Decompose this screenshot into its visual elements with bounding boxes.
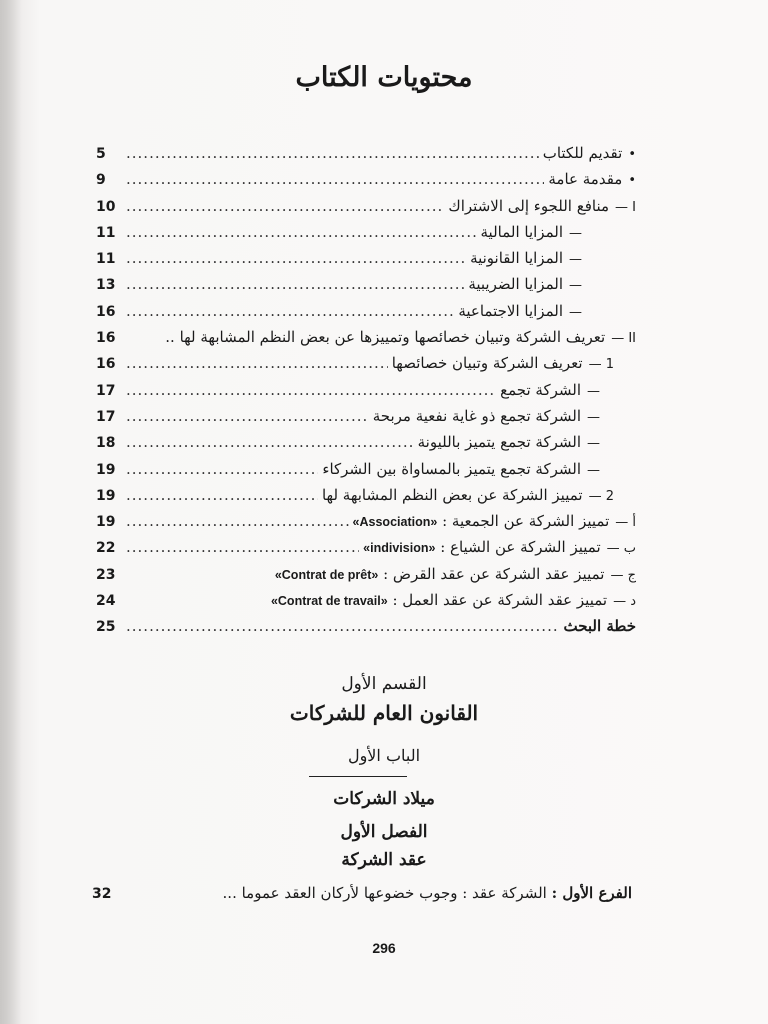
- toc-entry-label: تمييز الشركة عن الجمعية :: [442, 512, 610, 531]
- dot-leader: [126, 249, 466, 267]
- toc-entry: [96, 302, 636, 328]
- french-term: «Contrat de travail»: [270, 594, 388, 609]
- toc-entry-label: الشركة تجمع: [500, 380, 581, 399]
- toc-entry-label: تمييز عقد الشركة عن عقد القرض :: [383, 564, 605, 583]
- toc-page-number: 11: [96, 251, 116, 268]
- dash-marker: —: [587, 383, 600, 399]
- toc-entry: [96, 197, 636, 223]
- book-title: ميلاد الشركات: [333, 789, 435, 809]
- toc-entry-label: تقديم للكتاب: [542, 144, 623, 162]
- toc-entry: [96, 354, 636, 380]
- toc-entry-label: تعريف الشركة وتبيان خصائصها: [391, 354, 583, 373]
- bullet-marker: •: [628, 147, 636, 162]
- toc-entry: [96, 460, 636, 486]
- section-marker: II —: [611, 331, 636, 347]
- part-title: القانون العام للشركات: [289, 701, 479, 725]
- dash-marker: —: [569, 252, 582, 268]
- toc-entry: [96, 591, 636, 617]
- section-marker: I —: [615, 199, 636, 215]
- toc-entry-label: تمييز الشركة عن الشياع :: [440, 538, 601, 557]
- toc-entry-label: الشركة تجمع يتميز بالمساواة بين الشركاء: [322, 459, 581, 478]
- letter-marker: أ —: [615, 515, 636, 531]
- dash-marker: —: [569, 278, 582, 294]
- french-term: «indivision»: [363, 541, 436, 556]
- toc-entry: [96, 170, 636, 196]
- toc-page-number: 19: [96, 514, 116, 531]
- dot-leader: [126, 617, 559, 635]
- dot-leader: [126, 354, 388, 372]
- dot-leader: [126, 486, 318, 504]
- dot-leader: [126, 170, 544, 188]
- toc-entry: [96, 144, 636, 170]
- toc-entry: [96, 407, 636, 433]
- divider-rule: [309, 776, 407, 777]
- letter-marker: ج —: [610, 567, 636, 583]
- toc-entry: [96, 512, 636, 538]
- toc-entry: [96, 617, 636, 643]
- number-marker: 2 —: [588, 488, 614, 504]
- dot-leader: [126, 381, 496, 399]
- dot-leader: [126, 197, 444, 215]
- bullet-marker: •: [628, 173, 636, 189]
- dash-marker: —: [587, 436, 600, 452]
- chapter-title: عقد الشركة: [341, 850, 427, 870]
- toc-entry-subsection: [92, 884, 632, 902]
- toc-entry-label: تمييز الشركة عن بعض النظم المشابهة لها: [321, 485, 583, 504]
- toc-entry-label: الشركة عقد : وجوب خضوعها لأركان العقد عموما ...: [222, 884, 547, 902]
- dot-leader: [126, 144, 539, 162]
- toc-page-number: 13: [96, 277, 116, 294]
- toc-entry: [96, 565, 636, 591]
- toc-entry: [96, 328, 636, 354]
- dash-marker: —: [587, 409, 600, 425]
- toc-page-number: 24: [96, 593, 116, 610]
- part-heading: القسم الأول: [341, 674, 427, 694]
- toc-page-number: 23: [96, 566, 116, 583]
- dot-leader: [126, 538, 359, 556]
- dot-leader: [126, 433, 414, 451]
- dot-leader: [126, 512, 349, 530]
- number-marker: 1 —: [588, 357, 614, 373]
- page-folio: 296: [372, 940, 396, 956]
- french-term: «Association»: [352, 515, 438, 530]
- toc-entry-label: المزايا القانونية: [470, 249, 563, 268]
- toc-page-number: 16: [96, 330, 116, 347]
- toc-entry-label: الشركة تجمع يتميز بالليونة: [417, 433, 581, 452]
- toc-entry-label: المزايا المالية: [480, 222, 563, 241]
- toc-page-number: 5: [96, 146, 106, 162]
- book-heading: الباب الأول: [347, 746, 421, 765]
- dot-leader: [126, 275, 464, 293]
- toc-entry-label: تمييز عقد الشركة عن عقد العمل :: [392, 591, 608, 610]
- toc-page-number: 19: [96, 461, 116, 478]
- dash-marker: —: [569, 225, 582, 241]
- dash-marker: —: [587, 462, 600, 478]
- toc-entry-label: تعريف الشركة وتبيان خصائصها وتمييزها عن بعض النظم المشابهة لها ..: [165, 328, 606, 347]
- toc-page-number: 18: [96, 435, 116, 452]
- dash-marker: —: [569, 304, 582, 320]
- toc-page-number: 22: [96, 540, 116, 557]
- letter-marker: د —: [613, 594, 636, 610]
- french-term: «Contrat de prêt»: [274, 567, 379, 582]
- toc-page-number: 17: [96, 408, 116, 425]
- toc-entry-label: مقدمة عامة: [548, 170, 623, 189]
- toc-page-number: 16: [96, 303, 116, 320]
- toc-page-number: 10: [96, 198, 116, 215]
- subsection-label: الفرع الأول :: [551, 884, 632, 902]
- dot-leader: [126, 407, 369, 425]
- toc-page-number: 11: [96, 224, 116, 241]
- toc-page-number: 19: [96, 487, 116, 504]
- toc-entry: [96, 433, 636, 459]
- page-title: محتويات الكتاب: [295, 62, 473, 93]
- toc-entry-label: منافع اللجوء إلى الاشتراك: [448, 196, 610, 215]
- toc-entry: [96, 275, 636, 301]
- chapter-heading: الفصل الأول: [340, 822, 428, 842]
- toc-entry-label: الشركة تجمع ذو غاية نفعية مربحة: [372, 406, 581, 425]
- letter-marker: ب —: [606, 541, 636, 557]
- toc-page-number: 25: [96, 619, 116, 636]
- toc-entry-label: المزايا الضريبية: [468, 275, 563, 294]
- toc-entry-label: خطة البحث: [563, 617, 636, 636]
- spine-shadow: [0, 0, 22, 1024]
- dot-leader: [126, 460, 318, 478]
- dot-leader: [126, 223, 477, 241]
- toc-page-number: 17: [96, 382, 116, 399]
- toc-entry-label: المزايا الاجتماعية: [458, 301, 563, 320]
- toc-entry: [96, 381, 636, 407]
- toc-page-number: 16: [96, 356, 116, 373]
- toc-page-number: 32: [92, 886, 112, 902]
- toc-entry: [96, 486, 636, 512]
- toc-entry: [96, 223, 636, 249]
- toc-page-number: 9: [96, 172, 106, 189]
- toc-entry: [96, 249, 636, 275]
- toc-entry: [96, 538, 636, 564]
- dot-leader: [126, 302, 454, 320]
- table-of-contents: [96, 144, 636, 644]
